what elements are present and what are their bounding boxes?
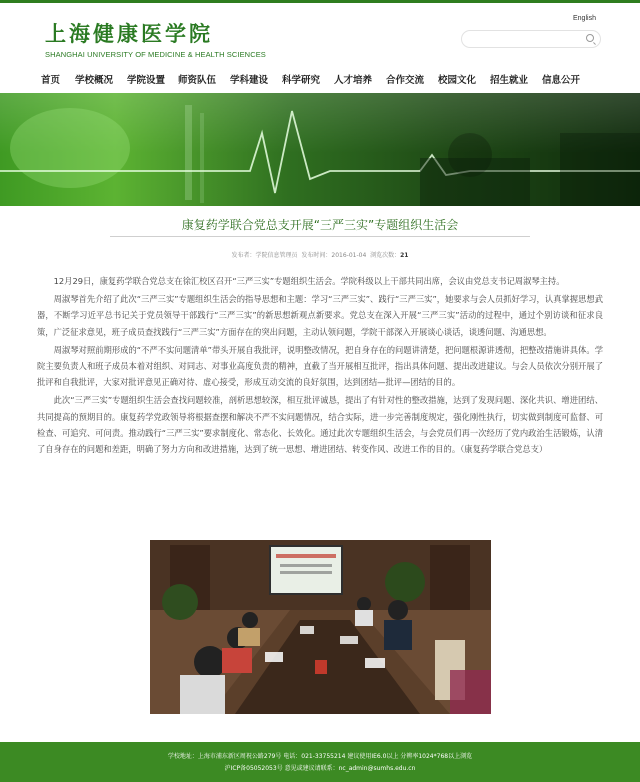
footer-address: 学校地址：上海市浦东新区周祝公路279号 电话：021-33755214 建议使用IE6.0以上 分辨率1024*768以上浏览 xyxy=(167,753,473,760)
nav-item-faculty[interactable]: 师资队伍 xyxy=(178,75,217,86)
search-icon[interactable] xyxy=(586,34,594,42)
article-body xyxy=(37,273,603,459)
title-divider xyxy=(110,236,530,237)
nav-item-home[interactable]: 首页 xyxy=(41,75,61,86)
meta-author-label: 发布者： xyxy=(231,252,256,259)
school-logo[interactable] xyxy=(45,18,266,59)
meta-time: 2016-01-04 xyxy=(331,252,367,259)
top-accent-bar xyxy=(0,0,640,3)
meta-author: 学院信息管理员 xyxy=(255,252,298,259)
nav-item-overview[interactable]: 学校概况 xyxy=(75,75,114,86)
nav-item-research[interactable]: 科学研究 xyxy=(282,75,321,86)
meta-views-label: 浏览次数： xyxy=(370,252,401,259)
meeting-photo xyxy=(150,540,491,714)
school-name-cn: 上海健康医学院 xyxy=(45,21,213,46)
article-paragraph: 周淑琴首先介绍了此次“三严三实”专题组织生活会的指导思想和主题：学习“三严三实”、践行“三严三实”，她要求与会人员抓好学习，认真掌握思想武器，不断学习近平总书记关于党员领导干部践行“三严三实”的新思想新观点新要求。党总支在深入开展“三严三实”活动的过程中，通过个别访谈和征求良策，广泛征求意见，班子成员查找践行“三严三实”方面存在的突出问题，主动认领问题，学院干部深入开展谈心谈话，谈透问题、沟通思想。 xyxy=(37,294,603,337)
meta-time-label: 发布时间： xyxy=(301,252,332,259)
nav-item-campus-culture[interactable]: 校园文化 xyxy=(438,75,477,86)
banner-image xyxy=(0,93,640,206)
search-input[interactable] xyxy=(462,36,586,52)
article-paragraph: 周淑琴对照前期形成的“不严不实问题清单”带头开展自我批评，说明整改情况，把自身存在的问题讲清楚，把问题根源讲透彻，把整改措施讲具体。学院主要负责人和班子成员本着对组织、对同志、对事业高度负责的精神，直截了当开展相互批评，指出具体问题、提出改进建议。与会人员依次分别开展了批评和自我批评，大家对批评意见正确对待、虚心接受，形成互动交流的良好氛围，达到团结—批评—团结的目的。 xyxy=(37,344,603,388)
nav-item-disclosure[interactable]: 信息公开 xyxy=(542,75,581,86)
nav-item-colleges[interactable]: 学院设置 xyxy=(127,75,166,86)
article-title: 康复药学联合党总支开展“三严三实”专题组织生活会 xyxy=(181,218,459,232)
english-link[interactable]: English xyxy=(573,15,596,22)
footer xyxy=(0,742,640,782)
nav-item-cooperation[interactable]: 合作交流 xyxy=(386,75,425,86)
nav-item-admissions[interactable]: 招生就业 xyxy=(490,75,529,86)
meta-views: 21 xyxy=(400,252,409,259)
article-paragraph: 12月29日，康复药学联合党总支在徐汇校区召开“三严三实”专题组织生活会。学院科级以上干部共同出席，会议由党总支书记周淑琴主持。 xyxy=(53,276,565,286)
search-box[interactable] xyxy=(461,30,601,48)
nav-item-disciplines[interactable]: 学科建设 xyxy=(230,75,269,86)
main-nav xyxy=(0,70,640,90)
nav-item-education[interactable]: 人才培养 xyxy=(334,75,373,86)
school-name-en: SHANGHAI UNIVERSITY OF MEDICINE & HEALTH SCIENCES xyxy=(45,50,266,59)
article-paragraph: 此次“三严三实”专题组织生活会查找问题较准，剖析思想较深，相互批评诚恳，提出了有针对性的整改措施，达到了发现问题、深化共识、增进团结、共同提高的预期目的。康复药学党政领导将根据查摆和解决不严不实问题情况，结合实际，进一步完善制度规定，强化刚性执行，切实做到制度可监督、可检查、可追究、可问责。推动践行“三严三实”要求制度化、常态化、长效化。通过此次专题组织生活会，与会党员们再一次经历了党内政治生活锻炼，认清了自身存在的问题和差距，明确了努力方向和改进措施，达到了统一思想、增进团结、转变作风、改进工作的目的。（康复药学联合党总支） xyxy=(37,395,603,455)
footer-icp-contact: 沪ICP备05052053号 意见或建议请联系：nc_admin@sumhs.edu.cn xyxy=(224,765,416,772)
article-meta xyxy=(0,250,640,259)
